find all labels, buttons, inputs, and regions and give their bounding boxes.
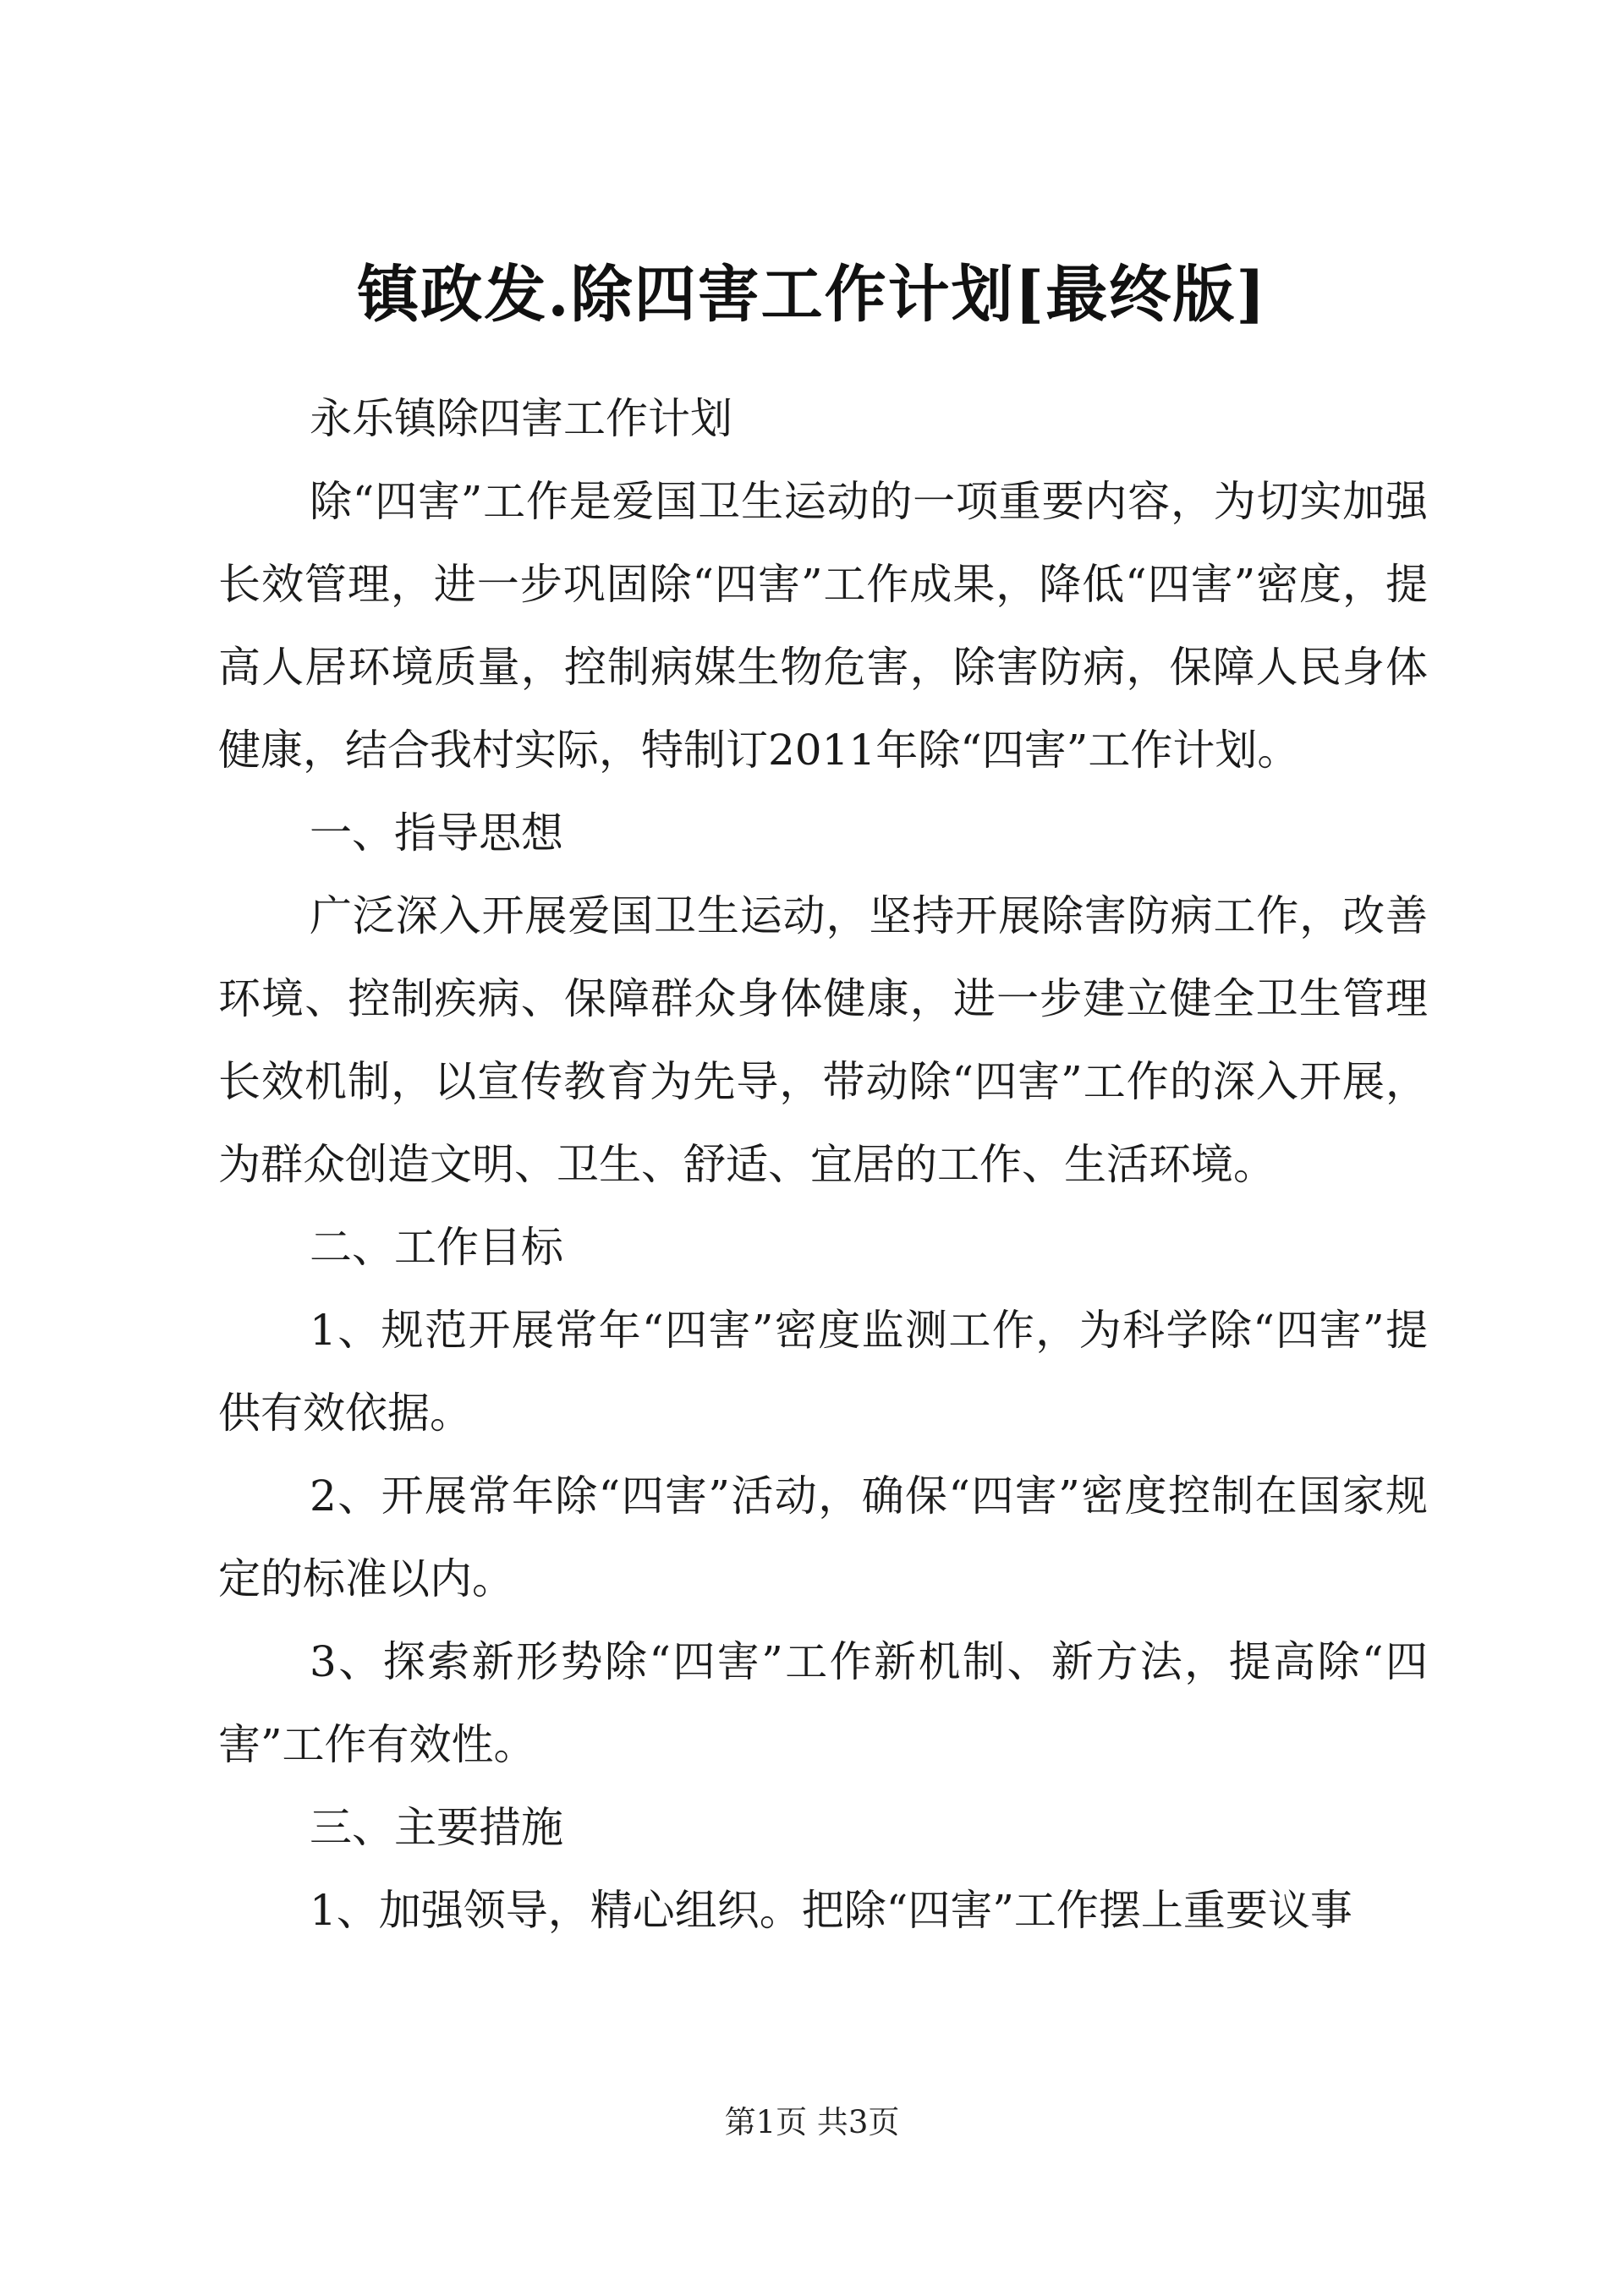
section-heading-work-goals: 二、工作目标	[310, 1223, 563, 1272]
goal-item-2: 2、开展常年除“四害”活动，确保“四害”密度控制在国家规定的标准以内。	[218, 1471, 1428, 1603]
page-number-footer: 第1页 共3页	[724, 2104, 900, 2140]
subtitle-paragraph: 永乐镇除四害工作计划	[310, 394, 732, 443]
goal-item-1: 1、规范开展常年“四害”密度监测工作，为科学除“四害”提供有效依据。	[218, 1306, 1428, 1438]
section-heading-main-measures: 三、主要措施	[310, 1803, 563, 1852]
section-heading-guiding-ideology: 一、指导思想	[310, 808, 563, 858]
guiding-ideology-paragraph: 广泛深入开展爱国卫生运动，坚持开展除害防病工作，改善环境、控制疾病、保障群众身体健康，进一步建立健全卫生管理长效机制，以宣传教育为先导，带动除“四害”工作的深入开展，为群众创造文明、卫生、舒适、宜居的工作、生活环境。	[218, 891, 1428, 1189]
goal-item-3: 3、探索新形势除“四害”工作新机制、新方法，提高除“四害”工作有效性。	[218, 1637, 1428, 1769]
document-body	[218, 377, 1428, 1952]
document-title: 镇政发.除四害工作计划[最终版]	[357, 258, 1267, 331]
intro-paragraph: 除“四害”工作是爱国卫生运动的一项重要内容，为切实加强长效管理，进一步巩固除“四害”工作成果，降低“四害”密度，提高人居环境质量，控制病媒生物危害，除害防病，保障人民身体健康，结合我村实际，特制订2011年除“四害”工作计划。	[218, 477, 1428, 775]
measure-item-1: 1、加强领导，精心组织。把除“四害”工作摆上重要议事	[310, 1886, 1352, 1935]
